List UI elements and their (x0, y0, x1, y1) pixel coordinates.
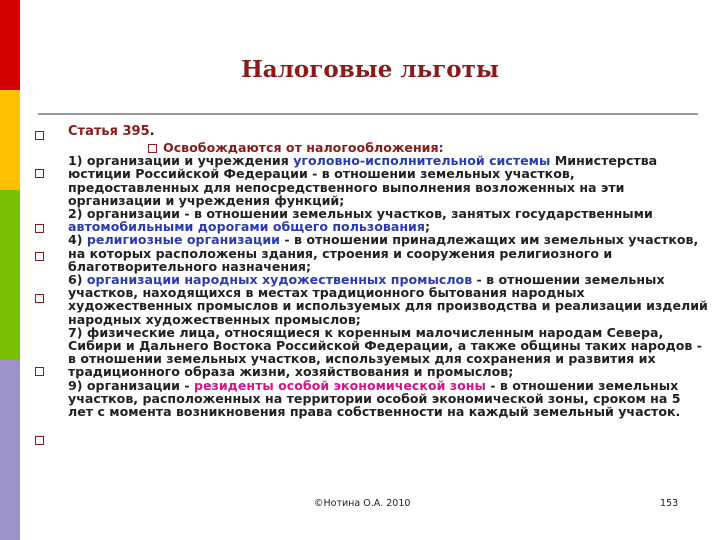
slide-content (68, 124, 708, 418)
side-stripe-red (0, 0, 20, 90)
page-number: 153 (660, 498, 679, 509)
list-item: 7) физические лица, относящиеся к коренным малочисленным народам Севера, Сибири и Дальнего Востока Российской Федерации, а также общины таких народов - в отношении земельных участков, используемых для сохранения и развития их традиционного образа жизни, хозяйствования и промыслов; (68, 324, 703, 380)
side-stripe-purple (0, 360, 20, 540)
bullet-square-icon (148, 144, 157, 153)
subheading-text: Освобождаются от налогообложения: (163, 140, 444, 155)
slide-title: Налоговые льготы (241, 56, 499, 83)
bullet-square-icon (35, 436, 44, 445)
item-highlight: организации народных художественных промыслов (86, 272, 473, 288)
list-item: 9) организации - резиденты особой экономической зоны - в отношении земельных участков, расположенных на территории особой экономической зоны, сроком на 5 лет с момента возникновения права собственности на каждый земельный участок. (68, 377, 681, 420)
item-highlight: автомобильными дорогами общего пользования (68, 219, 425, 235)
side-stripe-green (0, 190, 20, 360)
bullet-square-icon (35, 224, 44, 233)
bullet-square-icon (35, 294, 44, 303)
bullet-square-icon (35, 367, 44, 376)
bullet-square-icon (35, 131, 44, 140)
item-highlight-magenta: резиденты особой экономической зоны (193, 377, 486, 393)
list-item: 6) организации народных художественных промыслов - в отношении земельных участков, находящихся в местах традиционного бытования народных художественных промыслов и используемых для производства и реализации изделий народных художественных промыслов; (68, 272, 708, 327)
list-item: 4) религиозные организации - в отношении принадлежащих им земельных участков, на которых расположены здания, строения и сооружения религиозного и благотворительного назначения; (68, 232, 699, 274)
bullet-square-icon (35, 169, 44, 178)
item-highlight: уголовно-исполнительной системы (293, 153, 551, 169)
article-heading (68, 124, 708, 139)
title-divider (38, 113, 698, 115)
list-item: 2) организации - в отношении земельных участков, занятых государственными автомобильными дорогами общего пользования; (68, 206, 653, 235)
item-highlight: религиозные организации (86, 232, 280, 248)
article-dot: . (149, 124, 155, 139)
side-stripe-yellow (0, 90, 20, 190)
footer-author: ©Нотина О.А. 2010 (314, 498, 411, 509)
bullet-square-icon (35, 252, 44, 261)
article-label: Статья 395 (68, 124, 150, 139)
list-item: 1) организации и учреждения уголовно-исполнительной системы Министерства юстиции Российской Федерации - в отношении земельных участков, предоставленных для непосредственного выполнения возложенных на эти организации и учреждения функций; (68, 153, 658, 208)
